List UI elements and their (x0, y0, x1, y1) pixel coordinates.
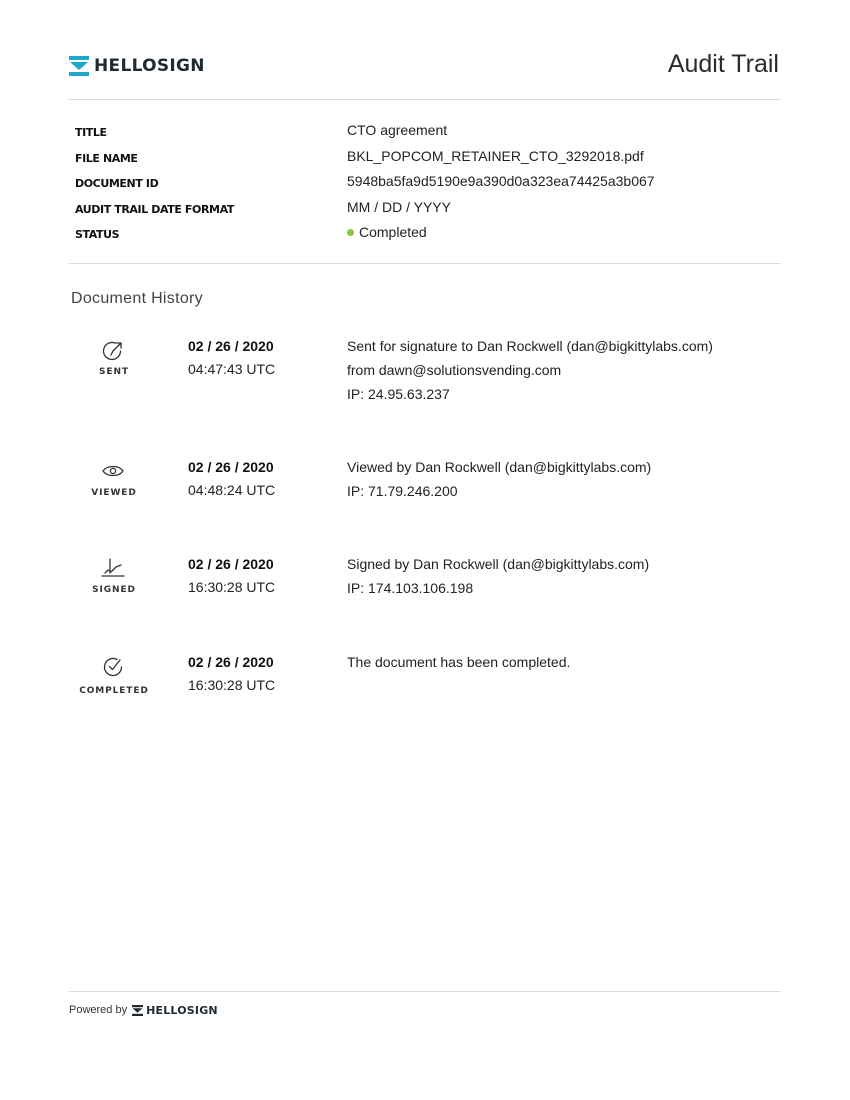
meta-label: STATUS (75, 228, 120, 241)
meta-row-file-name (75, 148, 775, 168)
event-time: 04:48:24 UTC (188, 482, 276, 498)
event-detail: Sent for signature to Dan Rockwell (dan@bigkittylabs.com) (347, 338, 713, 354)
history-event-sent (0, 338, 850, 418)
section-title: Document History (71, 290, 203, 307)
meta-value: BKL_POPCOM_RETAINER_CTO_3292018.pdf (347, 148, 644, 164)
history-event-completed (0, 654, 850, 734)
sent-icon (100, 338, 126, 364)
history-event-signed (0, 556, 850, 636)
event-type: SIGNED (92, 585, 136, 595)
meta-row-document-id (75, 173, 775, 193)
event-date: 02 / 26 / 2020 (188, 338, 274, 354)
event-detail: The document has been completed. (347, 654, 571, 670)
meta-label: AUDIT TRAIL DATE FORMAT (75, 203, 234, 216)
powered-by-label: Powered by (69, 1004, 128, 1016)
meta-value: CTO agreement (347, 122, 448, 138)
meta-label: DOCUMENT ID (75, 177, 159, 190)
event-time: 04:47:43 UTC (188, 361, 276, 377)
status-dot-icon (347, 229, 354, 236)
logo-wordmark: HELLOSIGN (94, 56, 205, 76)
footer (69, 1003, 218, 1017)
event-detail: IP: 174.103.106.198 (347, 580, 474, 596)
event-type: VIEWED (91, 488, 137, 498)
meta-label: TITLE (75, 126, 107, 139)
eye-icon (100, 459, 126, 485)
event-detail: from dawn@solutionsvending.com (347, 362, 562, 378)
meta-value: 5948ba5fa9d5190e9a390d0a323ea74425a3b067 (347, 173, 655, 189)
meta-value: MM / DD / YYYY (347, 199, 451, 215)
meta-label: FILE NAME (75, 152, 138, 165)
hellosign-footer-logo-icon (132, 1005, 143, 1016)
event-date: 02 / 26 / 2020 (188, 556, 274, 572)
header-divider (69, 99, 781, 100)
footer-logo-wordmark: HELLOSIGN (146, 1003, 218, 1017)
event-date: 02 / 26 / 2020 (188, 654, 274, 670)
event-type: COMPLETED (79, 686, 149, 696)
signature-icon (100, 556, 126, 582)
event-time: 16:30:28 UTC (188, 677, 276, 693)
meta-row-status (75, 224, 775, 244)
check-circle-icon (100, 654, 126, 680)
meta-row-date-format (75, 199, 775, 219)
page-title: Audit Trail (667, 50, 779, 78)
hellosign-logo (69, 56, 205, 76)
event-time: 16:30:28 UTC (188, 579, 276, 595)
hellosign-logo-icon (69, 56, 89, 76)
event-detail: IP: 71.79.246.200 (347, 483, 458, 499)
metadata-divider (69, 263, 781, 264)
event-detail: Viewed by Dan Rockwell (dan@bigkittylabs.com) (347, 459, 652, 475)
meta-row-title (75, 122, 775, 142)
event-date: 02 / 26 / 2020 (188, 459, 274, 475)
status-text: Completed (359, 224, 427, 240)
event-detail: Signed by Dan Rockwell (dan@bigkittylabs.com) (347, 556, 650, 572)
history-event-viewed (0, 459, 850, 539)
footer-divider (69, 991, 781, 992)
event-type: SENT (99, 367, 129, 377)
event-detail: IP: 24.95.63.237 (347, 386, 450, 402)
status-value (347, 224, 427, 240)
